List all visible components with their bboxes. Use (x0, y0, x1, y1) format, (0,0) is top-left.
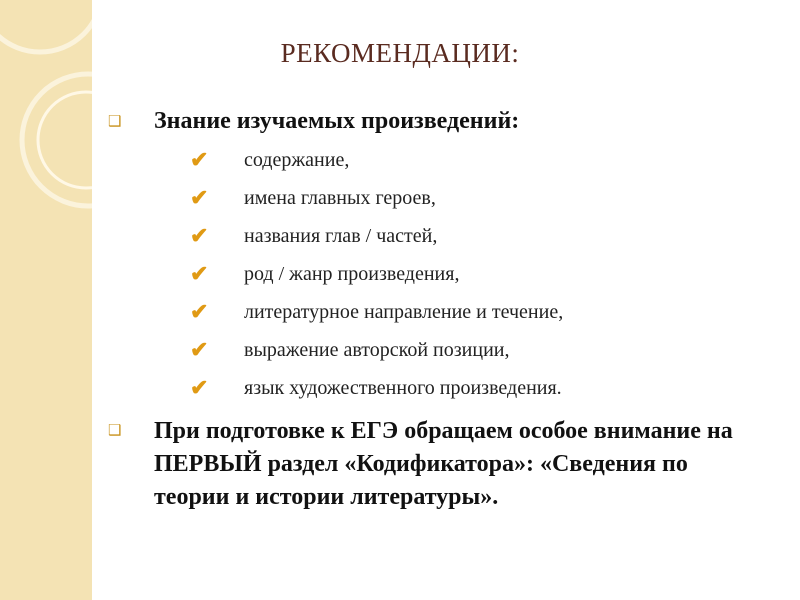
checkmark-icon: ✔ (190, 337, 209, 362)
list-item: ✔ литературное направление и течение, (154, 293, 768, 331)
list-item: ✔ названия глав / частей, (154, 217, 768, 255)
checkmark-icon: ✔ (190, 299, 209, 324)
slide-title: РЕКОМЕНДАЦИИ: (280, 38, 520, 68)
checkmark-icon: ✔ (190, 223, 209, 248)
checkmark-icon: ✔ (190, 147, 209, 172)
list-item: ✔ содержание, (154, 141, 768, 179)
bullet-icon: ❑ (108, 423, 122, 439)
checkmark-icon: ✔ (190, 261, 209, 286)
bullet-item (108, 106, 768, 407)
list-item: ✔ род / жанр произведения, (154, 255, 768, 293)
list-item: ✔ имена главных героев, (154, 179, 768, 217)
checklist (154, 141, 768, 407)
bullet-heading: При подготовке к ЕГЭ обращаем особое внимание на ПЕРВЫЙ раздел «Кодификатора»: «Сведения по теории и истории литературы». (154, 418, 733, 510)
checkmark-icon: ✔ (190, 375, 209, 400)
checkmark-icon: ✔ (190, 185, 209, 210)
slide-content (108, 106, 768, 514)
list-item: ✔ выражение авторской позиции, (154, 331, 768, 369)
decorative-side-band (0, 0, 92, 600)
list-item: ✔ язык художественного произведения. (154, 369, 768, 407)
decorative-circles (0, 0, 92, 600)
bullet-heading: Знание изучаемых произведений: (154, 108, 520, 134)
bullet-item (108, 415, 768, 514)
bullet-icon: ❑ (108, 114, 122, 130)
